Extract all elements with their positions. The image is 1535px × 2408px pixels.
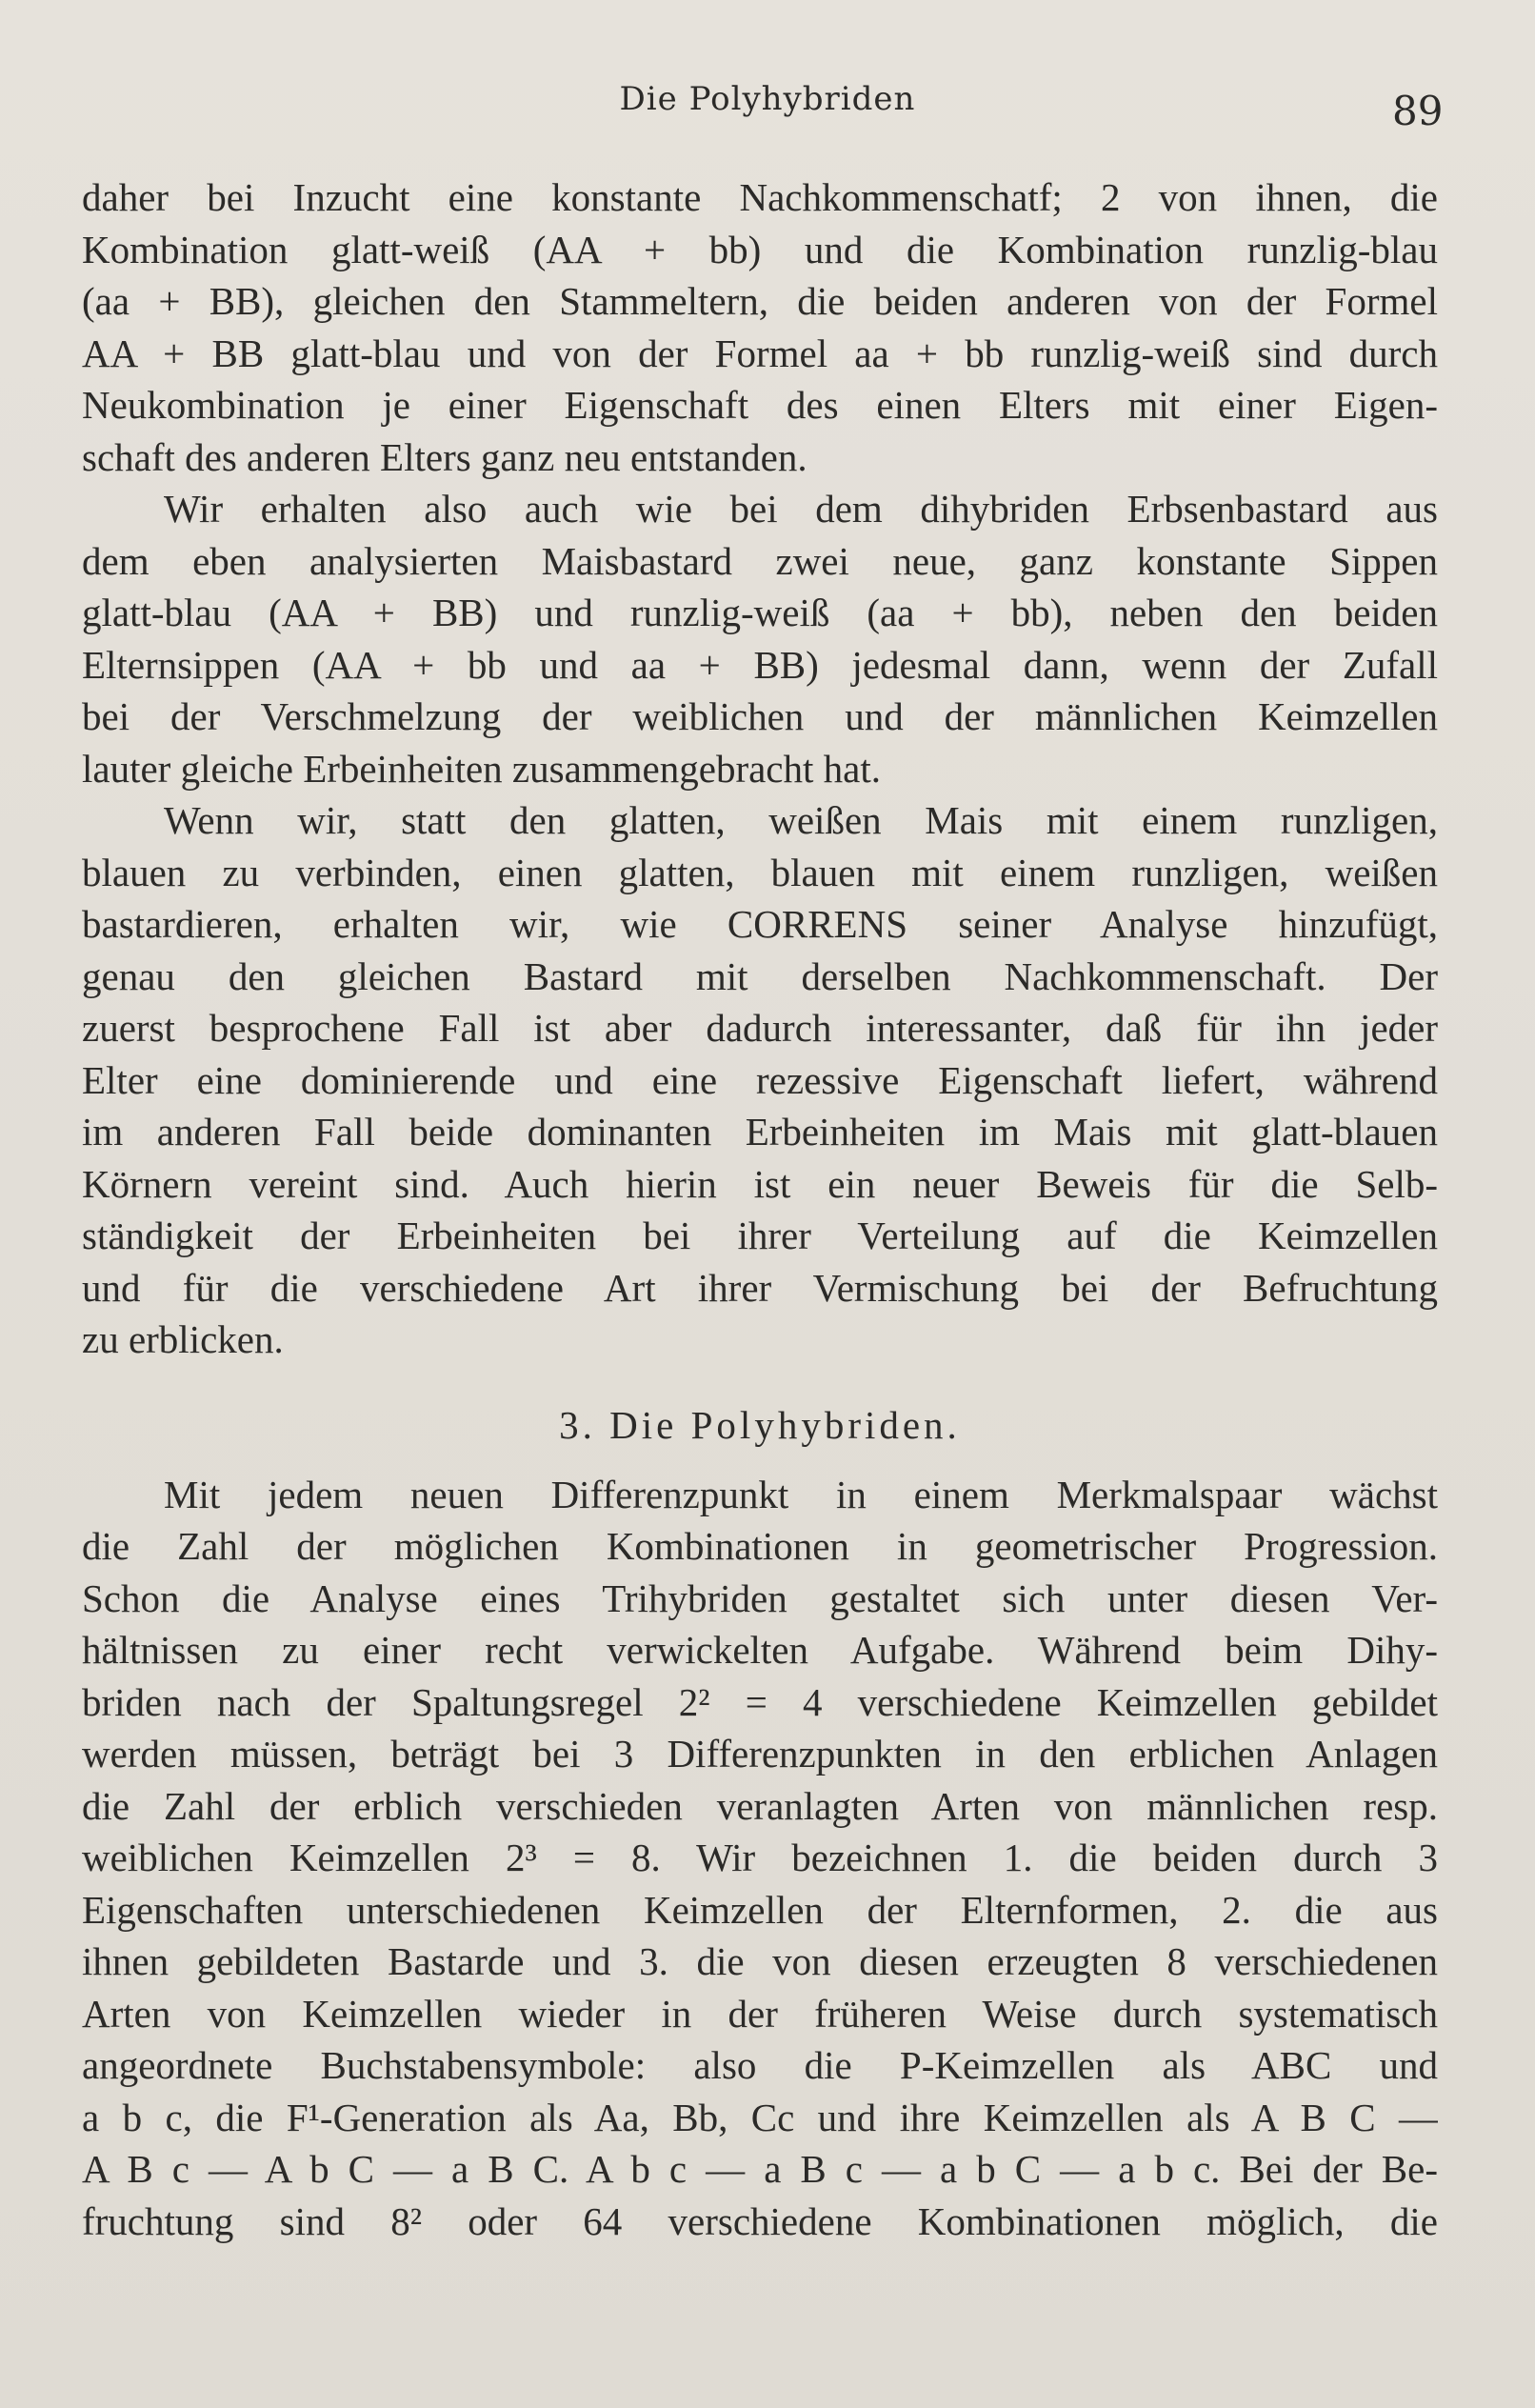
text-line: Wenn wir, statt den glatten, weißen Mais mit einem runzligen,: [164, 798, 1438, 842]
text-line: genau den gleichen Bastard mit derselben Nachkommenschaft. Der: [82, 953, 1438, 998]
text-line: blauen zu verbinden, einen glatten, blauen mit einem runzligen, weißen: [82, 850, 1438, 894]
text-line: Wir erhalten also auch wie bei dem dihybriden Erbsenbastard aus: [164, 487, 1438, 531]
text-line: im anderen Fall beide dominanten Erbeinheiten im Mais mit glatt-blauen: [82, 1110, 1438, 1154]
text-line: zuerst besprochene Fall ist aber dadurch interessanter, daß für ihn jeder: [82, 1006, 1438, 1050]
text-line: ständigkeit der Erbeinheiten bei ihrer Verteilung auf die Keimzellen: [82, 1214, 1438, 1257]
text-line: Elter eine dominierende und eine rezessive Eigenschaft liefert, während: [82, 1057, 1438, 1102]
text-line: und für die verschiedene Art ihrer Vermischung bei der Befruchtung: [82, 1265, 1438, 1310]
running-head: Die Polyhybriden: [619, 80, 916, 118]
text-line: die Zahl der möglichen Kombinationen in geometrischer Progression.: [82, 1524, 1438, 1568]
text-line: hältnissen zu einer recht verwickelten Aufgabe. Während beim Dihy-: [82, 1628, 1438, 1672]
text-line: angeordnete Buchstabensymbole: also die P-Keimzellen als ABC und: [82, 2043, 1438, 2087]
text-line: bastardieren, erhalten wir, wie CORRENS seiner Analyse hinzufügt,: [82, 902, 1438, 946]
text-line: Elternsippen (AA + bb und aa + BB) jedesmal dann, wenn der Zufall: [82, 642, 1438, 687]
text-line: ihnen gebildeten Bastarde und 3. die von diesen erzeugten 8 verschiedenen: [82, 1939, 1438, 1983]
text-line: daher bei Inzucht eine konstante Nachkommenschatf; 2 von ihnen, die: [82, 175, 1438, 219]
paragraph-4: [82, 1469, 1438, 2248]
text-line: Kombination glatt-weiß (AA + bb) und die Kombination runzlig-blau: [82, 227, 1438, 271]
text-line: Schon die Analyse eines Trihybriden gestaltet sich unter diesen Ver-: [82, 1575, 1438, 1620]
text-line: lauter gleiche Erbeinheiten zusammengebracht hat.: [82, 746, 881, 791]
text-line: weiblichen Keimzellen 2³ = 8. Wir bezeichnen 1. die beiden durch 3: [82, 1836, 1438, 1879]
text-line: zu erblicken.: [82, 1317, 284, 1361]
text-line: Körnern vereint sind. Auch hierin ist ein neuer Beweis für die Selb-: [82, 1161, 1438, 1206]
text-line: briden nach der Spaltungsregel 2² = 4 verschiedene Keimzellen gebildet: [82, 1679, 1438, 1724]
text-line: A B c — A b C — a B C. A b c — a B c — a b C — a b c. Bei der Be-: [82, 2147, 1438, 2191]
text-line: die Zahl der erblich verschieden veranlagten Arten von männlichen resp.: [82, 1783, 1438, 1828]
text-line: werden müssen, beträgt bei 3 Differenzpunkten in den erblichen Anlagen: [82, 1732, 1438, 1776]
text-line: Mit jedem neuen Differenzpunkt in einem Merkmalspaar wächst: [164, 1472, 1438, 1516]
text-line: fruchtung sind 8² oder 64 verschiedene Kombinationen möglich, die: [82, 2198, 1438, 2243]
section-heading: 3. Die Polyhybriden.: [559, 1402, 961, 1447]
page-number: 89: [1392, 88, 1444, 134]
paragraph-1: [82, 171, 1438, 483]
text-line: (aa + BB), gleichen den Stammeltern, die beiden anderen von der Formel: [82, 279, 1438, 323]
text-line: Neukombination je einer Eigenschaft des einen Elters mit einer Eigen-: [82, 383, 1438, 427]
text-line: AA + BB glatt-blau und von der Formel aa + bb runzlig-weiß sind durch: [82, 331, 1438, 375]
text-line: glatt-blau (AA + BB) und runzlig-weiß (aa + bb), neben den beiden: [82, 591, 1438, 634]
text-line: Eigenschaften unterschiedenen Keimzellen der Elternformen, 2. die aus: [82, 1887, 1438, 1932]
paragraph-3: [82, 794, 1438, 1366]
text-line: bei der Verschmelzung der weiblichen und der männlichen Keimzellen: [82, 694, 1438, 738]
text-line: schaft des anderen Elters ganz neu entstanden.: [82, 434, 807, 479]
body-text: [82, 171, 1438, 2247]
text-line: dem eben analysierten Maisbastard zwei neue, ganz konstante Sippen: [82, 538, 1438, 583]
paragraph-2: [82, 483, 1438, 794]
text-line: Arten von Keimzellen wieder in der früheren Weise durch systematisch: [82, 1991, 1438, 2036]
text-line: a b c, die F¹-Generation als Aa, Bb, Cc und ihre Keimzellen als A B C —: [82, 2095, 1438, 2139]
